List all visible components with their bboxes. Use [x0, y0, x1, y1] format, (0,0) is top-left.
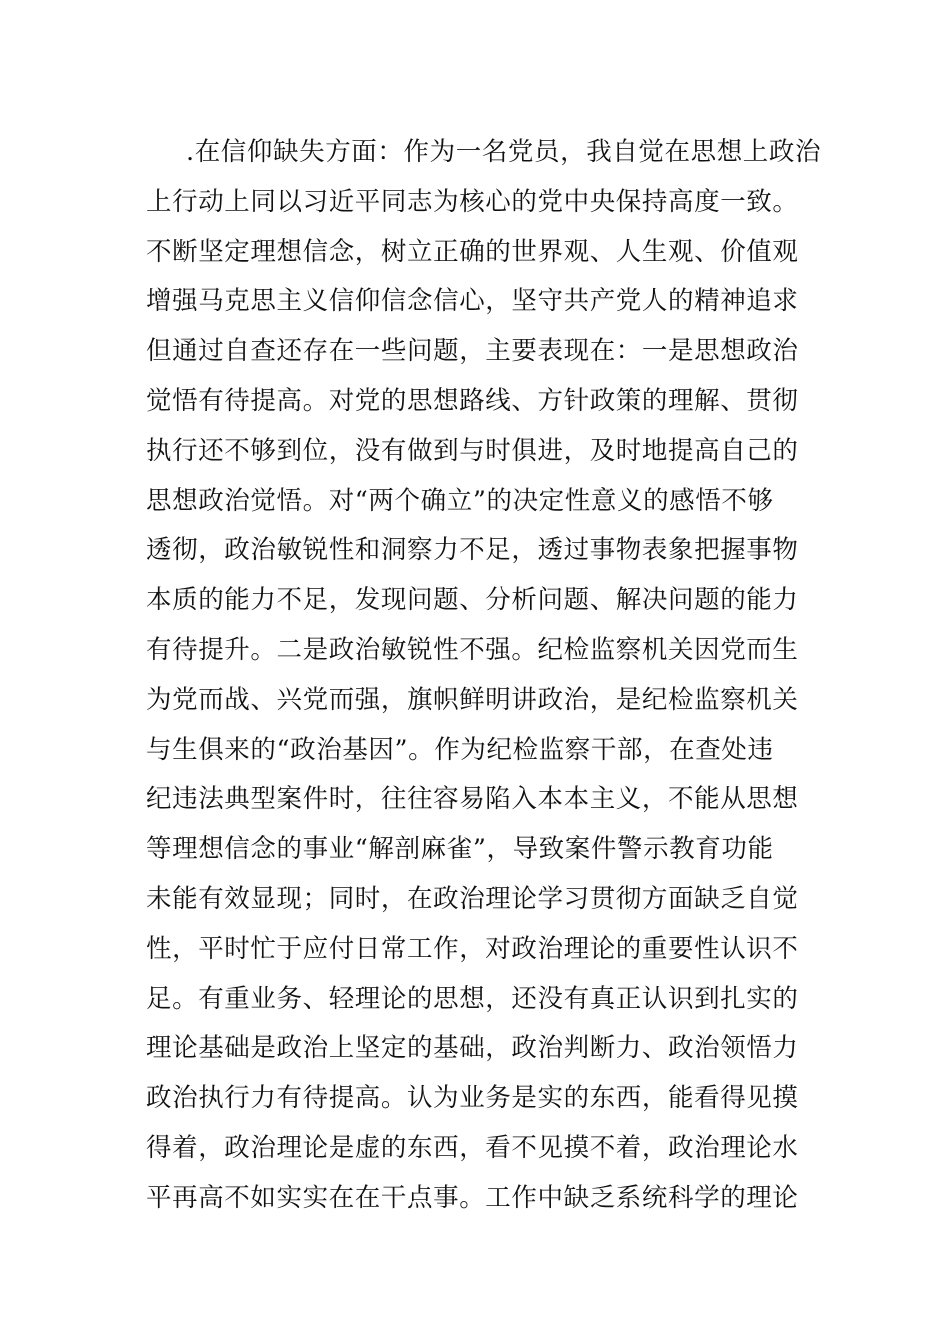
text-line-4: 增强马克思主义信仰信念信心，坚守共产党人的精神追求	[146, 286, 799, 317]
text-line-8: 思想政治觉悟。对“两个确立”的决定性意义的感悟不够	[146, 485, 774, 516]
text-line-19: 理论基础是政治上坚定的基础，政治判断力、政治领悟力	[146, 1033, 799, 1064]
text-line-14: 纪违法典型案件时，往往容易陷入本本主义，不能从思想	[146, 784, 799, 815]
text-line-17: 性，平时忙于应付日常工作，对政治理论的重要性认识不	[146, 933, 799, 964]
text-line-18: 足。有重业务、轻理论的思想，还没有真正认识到扎实的	[146, 983, 799, 1014]
body-paragraph	[146, 128, 826, 1224]
text-line-20: 政治执行力有待提高。认为业务是实的东西，能看得见摸	[146, 1083, 799, 1114]
text-line-12: 为党而战、兴党而强，旗帜鲜明讲政治，是纪检监察机关	[146, 684, 799, 715]
text-line-13: 与生俱来的“政治基因”。作为纪检监察干部，在查处违	[146, 734, 774, 765]
text-line-7: 执行还不够到位，没有做到与时俱进，及时地提高自己的	[146, 435, 799, 466]
text-line-15: 等理想信念的事业“解剖麻雀”，导致案件警示教育功能	[146, 834, 774, 865]
text-line-2: 上行动上同以习近平同志为核心的党中央保持高度一致。	[146, 186, 799, 217]
text-line-16: 未能有效显现；同时，在政治理论学习贯彻方面缺乏自觉	[146, 883, 799, 914]
text-line-9: 透彻，政治敏锐性和洞察力不足，透过事物表象把握事物	[146, 535, 799, 566]
text-line-21: 得着，政治理论是虚的东西，看不见摸不着，政治理论水	[146, 1132, 799, 1163]
text-line-3: 不断坚定理想信念，树立正确的世界观、人生观、价值观	[146, 236, 799, 267]
text-line-22: 平再高不如实实在在干点事。工作中缺乏系统科学的理论	[146, 1182, 799, 1213]
text-line-5: 但通过自查还存在一些问题，主要表现在：一是思想政治	[146, 336, 799, 367]
text-line-10: 本质的能力不足，发现问题、分析问题、解决问题的能力	[146, 585, 799, 616]
text-line-11: 有待提升。二是政治敏锐性不强。纪检监察机关因党而生	[146, 634, 799, 665]
text-line-6: 觉悟有待提高。对党的思想路线、方针政策的理解、贯彻	[146, 385, 799, 416]
text-line-1: .在信仰缺失方面：作为一名党员，我自觉在思想上政治	[186, 137, 822, 167]
